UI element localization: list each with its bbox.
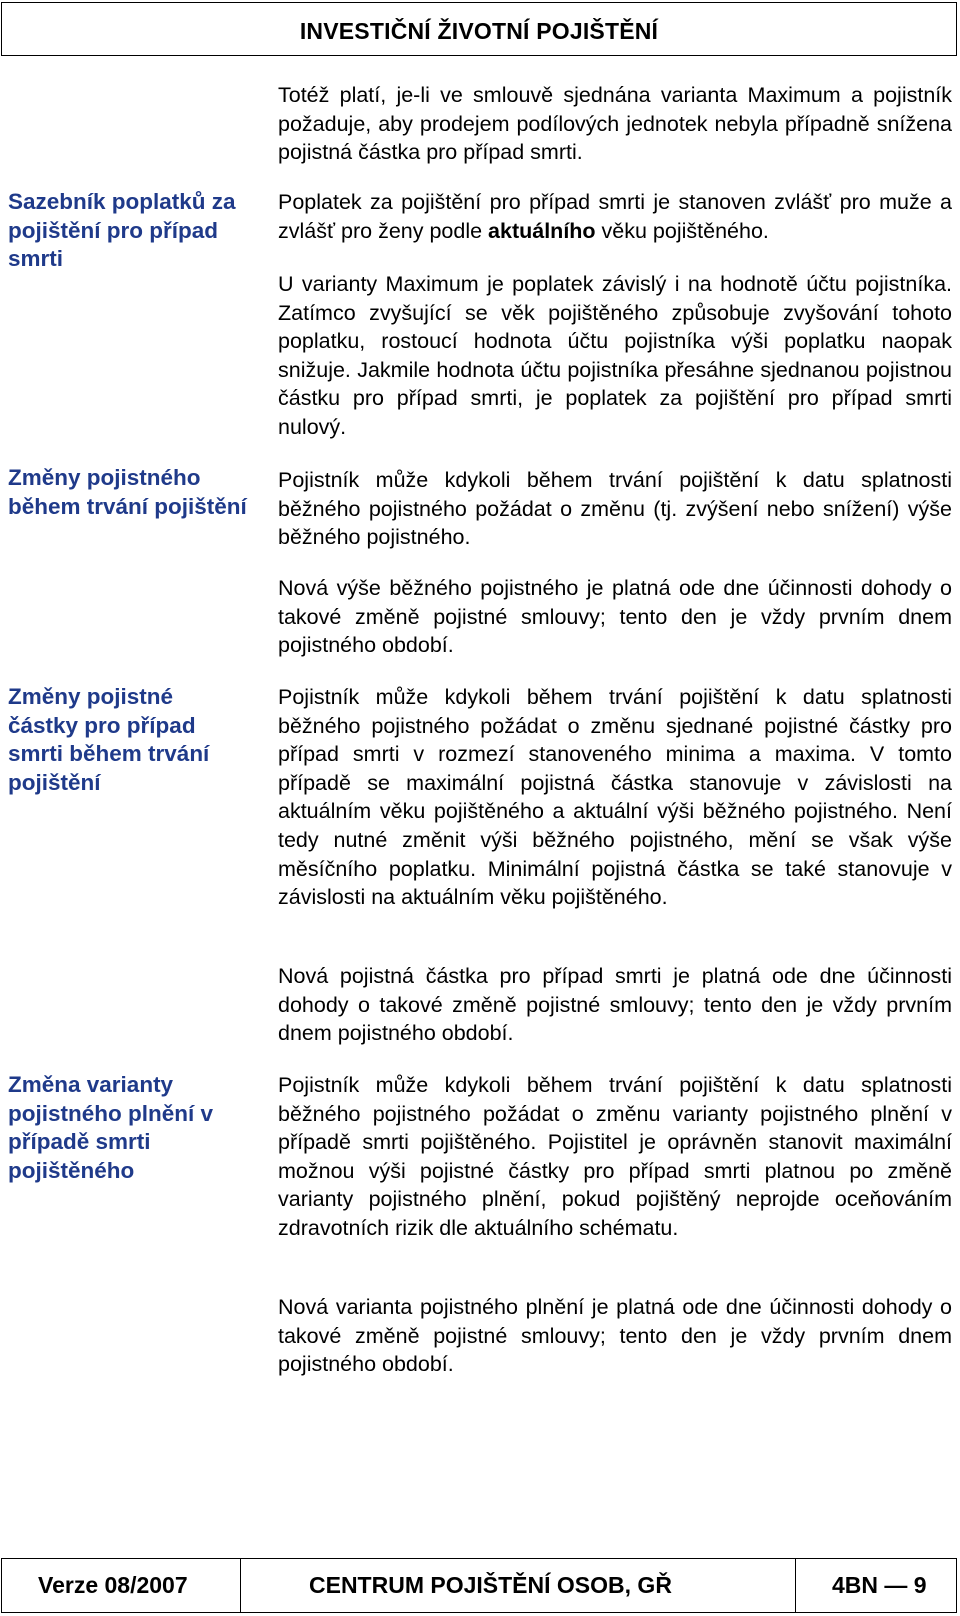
- paragraph-2: [278, 188, 952, 245]
- paragraph-5: Nová výše běžného pojistného je platná ode dne účinnosti dohody o takové změně pojistné smlouvy; tento den je vždy prvním dnem pojistného období.: [278, 576, 952, 658]
- page-footer: [1, 1558, 957, 1613]
- footer-page-number: 4BN — 9: [832, 1572, 927, 1598]
- paragraph-7: Nová pojistná částka pro případ smrti je platná ode dne účinnosti dohody o takové změně pojistné smlouvy; tento den je vždy prvním dnem pojistného období.: [278, 964, 952, 1046]
- paragraph-6: Pojistník může kdykoli během trvání pojištění k datu splatnosti běžného pojistného požádat o změnu sjednané pojistné částky pro případ smrti v rozmezí stanoveného minima a maxima. V tomto případě se maximální pojistná částka stanovuje v závislosti na aktuálním věku pojištěného a aktuální výši běžného pojistného. Není tedy nutné změnit výši běžného pojistného, mění se však výše měsíčního poplatku. Minimální pojistná částka se také stanovuje v závislosti na aktuálním věku pojištěného.: [278, 685, 952, 910]
- sidebar-heading-sazebnik: Sazebník poplatků za pojištění pro případ smrti: [8, 189, 236, 272]
- paragraph-4: Pojistník může kdykoli během trvání pojištění k datu splatnosti běžného pojistného požádat o změnu (tj. zvýšení nebo snížení) výše běžného pojistného.: [278, 468, 952, 550]
- paragraph-8: Pojistník může kdykoli během trvání pojištění k datu splatnosti běžného pojistného požádat o změnu varianty pojistného plnění v případě smrti pojištěného. Pojistitel je oprávněn stanovit maximální možnou výši pojistné částky pro případ smrti platnou po změně varianty pojistného plnění, pokud pojištěný neprojde oceňováním zdravotních rizik dle aktuálního schématu.: [278, 1073, 952, 1240]
- sidebar-heading-zmeny-pojistneho: Změny pojistného během trvání pojištění: [8, 465, 247, 519]
- paragraph-2-bold: aktuálního: [488, 218, 596, 243]
- paragraph-9: Nová varianta pojistného plnění je platná ode dne účinnosti dohody o takové změně pojistné smlouvy; tento den je vždy prvním dnem pojistného období.: [278, 1295, 952, 1377]
- header-title: INVESTIČNÍ ŽIVOTNÍ POJIŠTĚNÍ: [299, 18, 659, 44]
- paragraph-3: U varianty Maximum je poplatek závislý i na hodnotě účtu pojistníka. Zatímco zvyšující se věk pojištěného způsobuje zvyšování tohoto poplatku, rostoucí hodnota účtu pojistníka výši poplatku naopak snižuje. Jakmile hodnota účtu pojistníka přesáhne sjednanou pojistnou částku pro případ smrti, je poplatek za pojištění pro případ smrti nulový.: [278, 272, 952, 439]
- sidebar-heading-zmena-varianty: Změna varianty pojistného plnění v případě smrti pojištěného: [8, 1072, 214, 1183]
- page-header: [1, 2, 957, 56]
- paragraph-1: Totéž platí, je-li ve smlouvě sjednána varianta Maximum a pojistník požaduje, aby prodejem podílových jednotek nebyla případně snížena pojistná částka pro případ smrti.: [278, 83, 952, 165]
- paragraph-2-text-a: Poplatek za pojištění pro případ smrti je stanoven zvlášť pro muže a zvlášť pro ženy podle: [278, 190, 952, 243]
- paragraph-2-text-b: věku pojištěného.: [595, 218, 769, 243]
- sidebar-heading-zmeny-castky: Změny pojistné částky pro případ smrti během trvání pojištění: [8, 684, 210, 795]
- footer-center: CENTRUM POJIŠTĚNÍ OSOB, GŘ: [241, 1559, 796, 1612]
- footer-version: Verze 08/2007: [2, 1559, 241, 1612]
